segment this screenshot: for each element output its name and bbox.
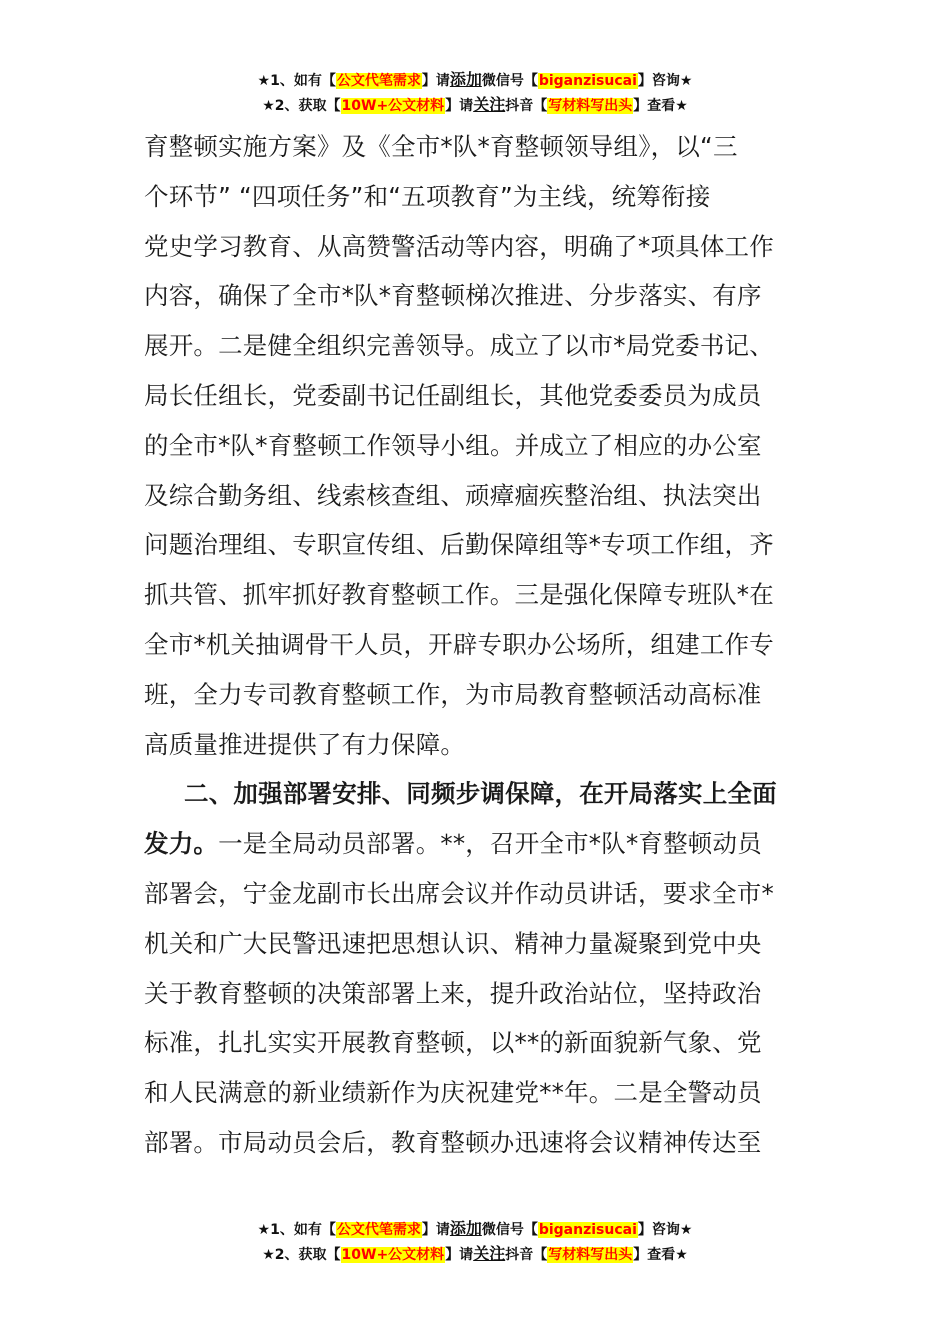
header-ad-line-1 [0, 68, 950, 93]
text-line: 育整顿实施方案》及《全市*队*育整顿领导组》，以“三 [144, 132, 738, 161]
paragraph-1 [144, 122, 812, 769]
text-line: 关于教育整顿的决策部署上来，提升政治站位，坚持政治 [144, 978, 762, 1008]
paragraph-2 [144, 769, 812, 1167]
section-heading-end: 发力。 [144, 829, 219, 859]
text-line: 及综合勤务组、线索核查组、顽瘴痼疾整治组、执法突出 [144, 480, 762, 510]
text-line: 抓共管、抓牢抓好教育整顿工作。三是强化保障专班队*在 [144, 580, 774, 610]
ad-text: ★1、如有【 [257, 1222, 336, 1238]
text-line: 标准，扎扎实实开展教育整顿，以**的新面貌新气象、党 [144, 1028, 762, 1058]
ad-text: ★1、如有【 [257, 73, 336, 89]
footer-ad-line-2 [0, 1242, 950, 1267]
text-line: 内容，确保了全市*队*育整顿梯次推进、分步落实、有序 [144, 281, 762, 311]
text-line: 问题治理组、专职宣传组、后勤保障组等*专项工作组，齐 [144, 530, 774, 560]
document-body [144, 122, 812, 1168]
text-line: 的全市*队*育整顿工作领导小组。并成立了相应的办公室 [144, 430, 762, 460]
ad-text-emphasis: 添加 [449, 1219, 482, 1238]
ad-text: 】查看★ [633, 1247, 688, 1263]
text-line-rest: 一是全局动员部署。**，召开全市*队*育整顿动员 [218, 829, 762, 859]
ad-text: 】请 [421, 73, 450, 89]
ad-text: 】请 [445, 1247, 474, 1263]
ad-text: 抖音【 [505, 98, 548, 114]
text-line: 党史学习教育、从高赞警活动等内容，明确了*项具体工作 [144, 231, 774, 261]
ad-text: 】请 [445, 98, 474, 114]
ad-text: 抖音【 [505, 1247, 548, 1263]
text-line: 和人民满意的新业绩新作为庆祝建党**年。二是全警动员 [144, 1078, 762, 1108]
ad-text: 微信号【 [481, 73, 538, 89]
text-line [144, 819, 812, 869]
ad-text: 】查看★ [633, 98, 688, 114]
ad-highlight-materials: 10W+公文材料 [341, 98, 445, 114]
footer-ad-line-1 [0, 1217, 950, 1242]
ad-highlight-douyin: 写材料写出头 [548, 1247, 633, 1263]
ad-highlight-materials: 10W+公文材料 [341, 1247, 445, 1263]
ad-text: 】咨询★ [637, 73, 693, 89]
text-line: 展开。二是健全组织完善领导。成立了以市*局党委书记、 [144, 331, 774, 361]
ad-highlight-wechat-id: biganzisucai [538, 1222, 637, 1238]
text-line: 机关和广大民警迅速把思想认识、精神力量凝聚到党中央 [144, 928, 762, 958]
ad-text: ★2、获取【 [262, 1247, 341, 1263]
ad-highlight-service: 公文代笔需求 [336, 1222, 421, 1238]
text-line: 部署。市局动员会后，教育整顿办迅速将会议精神传达至 [144, 1127, 762, 1157]
ad-highlight-douyin: 写材料写出头 [548, 98, 633, 114]
text-line: 局长任组长，党委副书记任副组长，其他党委委员为成员 [144, 380, 762, 410]
text-line: 全市*机关抽调骨干人员，开辟专职办公场所，组建工作专 [144, 629, 774, 659]
ad-text-emphasis: 添加 [449, 70, 482, 89]
footer-ad [0, 1217, 950, 1267]
section-heading: 二、加强部署安排、同频步调保障，在开局落实上全面 [184, 779, 777, 809]
header-ad [0, 68, 950, 118]
text-line: 班，全力专司教育整顿工作，为市局教育整顿活动高标准 [144, 679, 762, 709]
text-line: 个环节” “四项任务”和“五项教育”为主线，统筹衔接 [144, 181, 711, 211]
ad-text: 微信号【 [481, 1222, 538, 1238]
ad-text: 】请 [421, 1222, 450, 1238]
ad-highlight-wechat-id: biganzisucai [538, 73, 637, 89]
ad-text-emphasis: 关注 [473, 95, 506, 114]
ad-text: 】咨询★ [637, 1222, 693, 1238]
ad-text-emphasis: 关注 [473, 1244, 506, 1263]
ad-text: ★2、获取【 [262, 98, 341, 114]
header-ad-line-2 [0, 93, 950, 118]
ad-highlight-service: 公文代笔需求 [336, 73, 421, 89]
text-line: 高质量推进提供了有力保障。 [144, 729, 466, 759]
text-line: 部署会，宁金龙副市长出席会议并作动员讲话，要求全市* [144, 878, 774, 908]
